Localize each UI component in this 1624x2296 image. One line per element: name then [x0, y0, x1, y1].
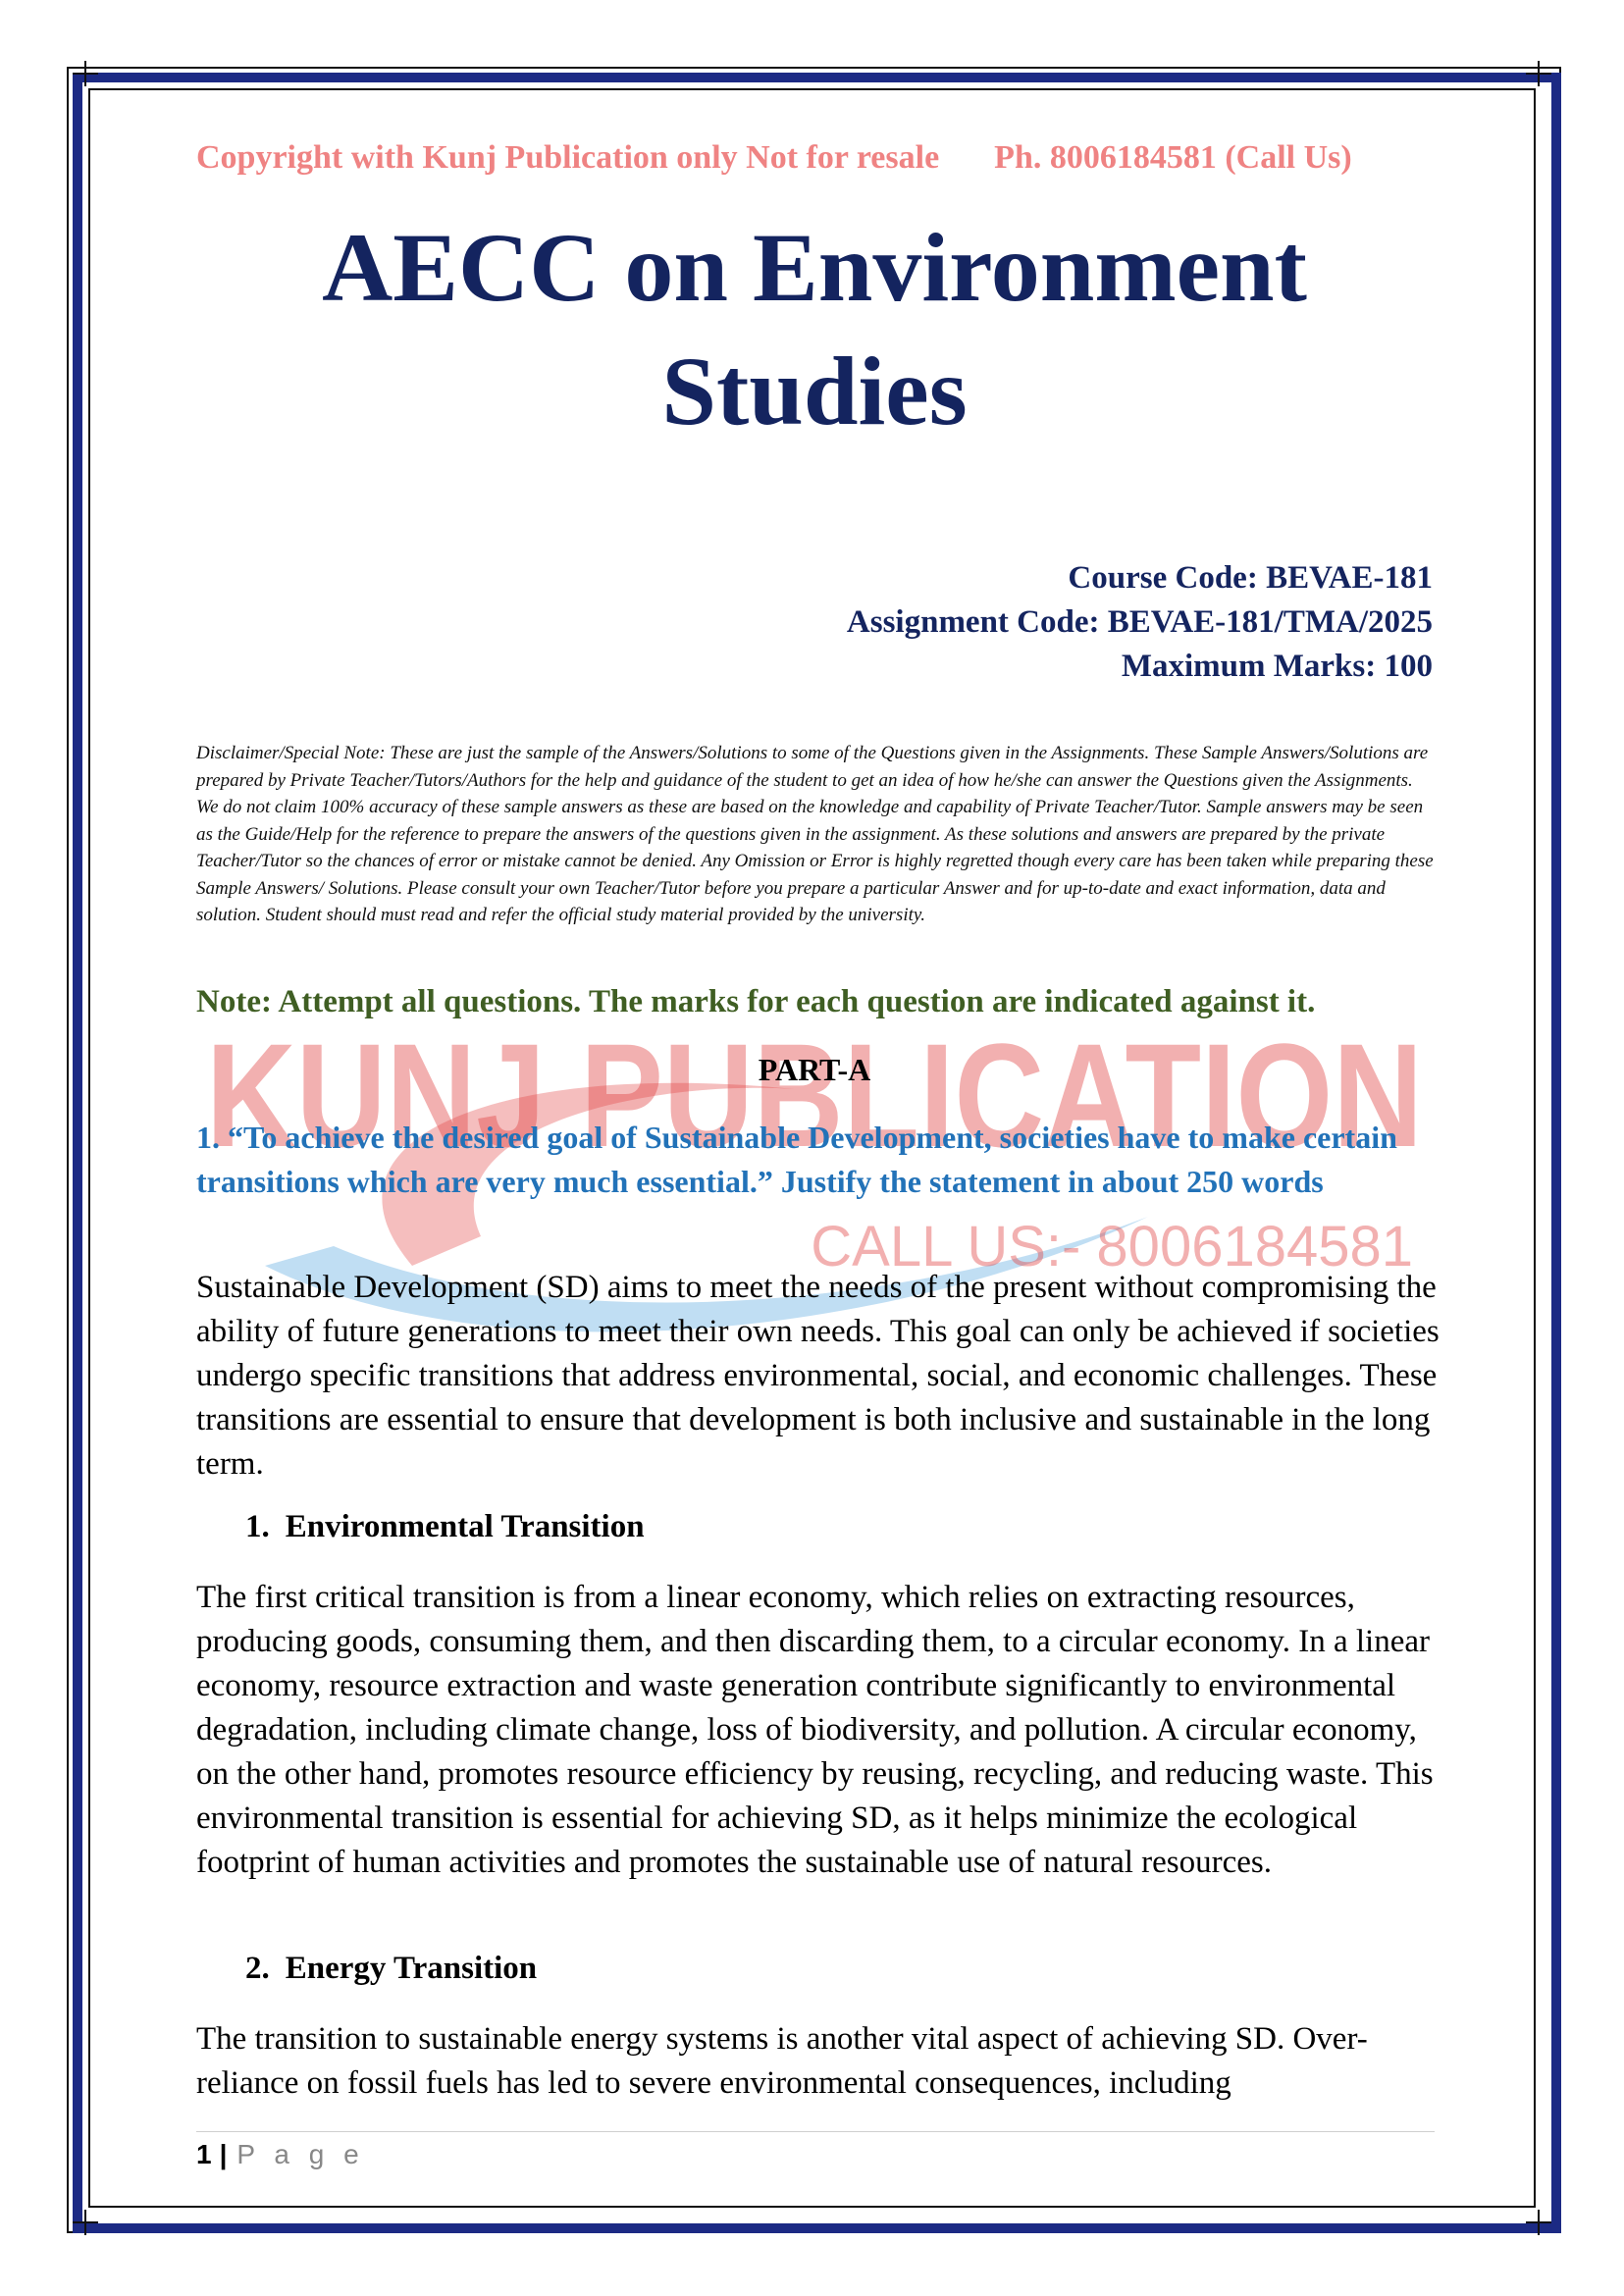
section-number: 2.	[245, 1951, 270, 1986]
section-heading	[245, 1509, 645, 1545]
disclaimer-text: Disclaimer/Special Note: These are just the sample of the Answers/Solutions to some of the Questions given in the Assignments. These Sample Answers/Solutions are prepared by Private Teacher/Tutors/Authors for the help and guidance of the student to get an idea of how he/she can answer the Questions given the Assignments. We do not claim 100% accuracy of these sample answers as these are based on the knowledge and capability of Private Teacher/Tutor. Sample answers may be seen as the Guide/Help for the reference to prepare the answers of the questions given in the assignment. As these solutions and answers are prepared by the private Teacher/Tutor so the chances of error or mistake cannot be denied. Any Omission or Error is highly regretted though every care has been taken while preparing these Sample Answers/ Solutions. Please consult your own Teacher/Tutor before you prepare a particular Answer and for up-to-date and exact information, data and solution. Student should must read and refer the official study material provided by the university.	[196, 743, 1434, 925]
corner-ornament	[1526, 2210, 1551, 2235]
assignment-code: Assignment Code: BEVAE-181/TMA/2025	[846, 604, 1433, 640]
page-number: 1	[196, 2139, 212, 2169]
page-label: P a g e	[236, 2139, 365, 2169]
copyright-text: Copyright with Kunj Publication only Not for resale	[196, 139, 940, 176]
intro-paragraph: Sustainable Development (SD) aims to meet the needs of the present without compromising the ability of future generations to meet their own needs. This goal can only be achieved if societies undergo specific transitions that address environmental, social, and economic challenges. These transitions are essential to ensure that development is both inclusive and sustainable in the long term.	[196, 1270, 1440, 1482]
page-footer	[196, 2139, 365, 2170]
section-number: 1.	[245, 1509, 270, 1544]
maximum-marks: Maximum Marks: 100	[1121, 649, 1433, 684]
title-line-1: AECC on Environment	[322, 213, 1307, 322]
copyright-header	[196, 139, 1433, 177]
corner-ornament	[73, 2210, 98, 2235]
part-heading: PART-A	[758, 1052, 871, 1087]
instructions-note: Note: Attempt all questions. The marks for each question are indicated against it.	[196, 984, 1316, 1019]
footer-divider	[196, 2131, 1435, 2132]
assignment-codes	[687, 556, 1433, 689]
section-heading	[245, 1951, 537, 1987]
title-line-2: Studies	[661, 337, 968, 445]
course-code: Course Code: BEVAE-181	[1068, 560, 1433, 596]
section-title: Environmental Transition	[285, 1509, 645, 1544]
corner-ornament	[73, 61, 98, 86]
section-title: Energy Transition	[285, 1951, 538, 1986]
watermark-brand: KUNJ PUBLICATION	[206, 1020, 1423, 1177]
footer-separator: |	[219, 2139, 228, 2169]
phone-text: Ph. 8006184581 (Call Us)	[994, 139, 1352, 176]
corner-ornament	[1526, 61, 1551, 86]
document-title	[196, 206, 1433, 453]
question-1: 1. “To achieve the desired goal of Sustainable Development, societies have to make certain transitions which are very much essential.” Justify the statement in about 250 words	[196, 1120, 1397, 1199]
section-paragraph: The first critical transition is from a linear economy, which relies on extracting resources, producing goods, consuming them, and then discarding them, to a circular economy. In a linear economy, resource extraction and waste generation contribute significantly to environmental degradation, including climate change, loss of biodiversity, and pollution. A circular economy, on the other hand, promotes resource efficiency by reusing, recycling, and reducing waste. This environmental transition is essential for achieving SD, as it helps minimize the ecological footprint of human activities and promotes the sustainable use of natural resources.	[196, 1580, 1434, 1880]
watermark-call: CALL US:- 8006184581	[811, 1215, 1413, 1278]
section-paragraph: The transition to sustainable energy systems is another vital aspect of achieving SD. Over-reliance on fossil fuels has led to severe environmental consequences, including	[196, 2021, 1368, 2101]
